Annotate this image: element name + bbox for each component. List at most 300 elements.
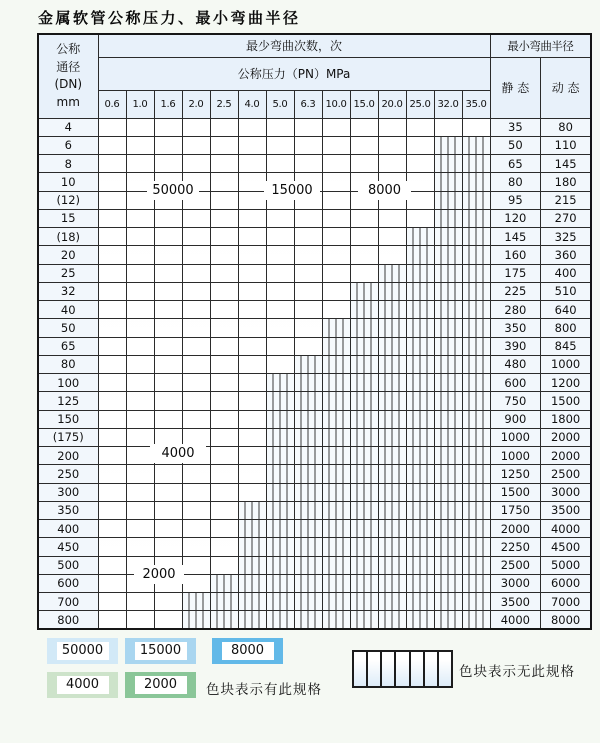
table-row <box>38 136 591 154</box>
grid-cell <box>434 337 462 355</box>
grid-cell <box>98 483 126 501</box>
grid-cell <box>98 209 126 227</box>
cycles-header-cell: 最少弯曲次数，次 <box>98 34 490 57</box>
grid-cell <box>322 410 350 428</box>
grid-cell <box>378 501 406 519</box>
grid-cell <box>154 374 182 392</box>
region-label-4000: 4000 <box>150 444 206 463</box>
grid-cell <box>322 155 350 173</box>
pressure-tick: 4.0 <box>238 90 266 118</box>
dynamic-value-cell: 1800 <box>541 410 592 428</box>
dn-header-cell <box>38 34 98 118</box>
grid-cell <box>98 355 126 373</box>
legend-swatch-4000 <box>47 672 118 698</box>
pressure-tick: 15.0 <box>350 90 378 118</box>
grid-cell <box>434 538 462 556</box>
grid-cell <box>294 410 322 428</box>
grid-cell <box>126 593 154 611</box>
grid-cell <box>462 337 490 355</box>
dn-cell: 300 <box>38 483 98 501</box>
grid-cell <box>350 374 378 392</box>
legend-label-15000: 15000 <box>135 642 187 660</box>
dn-cell: 25 <box>38 264 98 282</box>
static-value-cell: 750 <box>490 392 541 410</box>
static-value-cell: 225 <box>490 282 541 300</box>
grid-cell <box>462 574 490 592</box>
grid-cell <box>322 574 350 592</box>
grid-cell <box>266 556 294 574</box>
legend-swatch-50000 <box>47 638 118 664</box>
static-value-cell: 350 <box>490 319 541 337</box>
grid-cell <box>406 155 434 173</box>
grid-cell <box>406 574 434 592</box>
table-row <box>38 246 591 264</box>
grid-cell <box>238 611 266 629</box>
static-value-cell: 1500 <box>490 483 541 501</box>
grid-cell <box>434 118 462 136</box>
grid-cell <box>210 355 238 373</box>
grid-cell <box>462 392 490 410</box>
grid-cell <box>434 574 462 592</box>
pressure-tick: 1.6 <box>154 90 182 118</box>
dynamic-value-cell: 110 <box>541 136 592 154</box>
grid-cell <box>210 301 238 319</box>
grid-cell <box>462 173 490 191</box>
grid-cell <box>350 355 378 373</box>
static-value-cell: 145 <box>490 228 541 246</box>
grid-cell <box>182 209 210 227</box>
grid-cell <box>182 520 210 538</box>
grid-cell <box>266 465 294 483</box>
header-row-2 <box>38 57 591 90</box>
grid-cell <box>266 282 294 300</box>
legend-no-spec-note: 色块表示无此规格 <box>459 664 575 680</box>
grid-cell <box>98 191 126 209</box>
grid-cell <box>126 520 154 538</box>
grid-cell <box>210 282 238 300</box>
no-spec-stripe <box>411 652 425 686</box>
grid-cell <box>238 428 266 446</box>
grid-cell <box>182 228 210 246</box>
grid-cell <box>462 136 490 154</box>
grid-cell <box>378 410 406 428</box>
grid-cell <box>350 556 378 574</box>
dn-cell: 65 <box>38 337 98 355</box>
grid-cell <box>266 611 294 629</box>
grid-cell <box>406 209 434 227</box>
grid-cell <box>266 501 294 519</box>
grid-cell <box>154 410 182 428</box>
static-value-cell: 3500 <box>490 593 541 611</box>
grid-cell <box>154 264 182 282</box>
dynamic-value-cell: 4500 <box>541 538 592 556</box>
grid-cell <box>350 483 378 501</box>
pressure-tick: 35.0 <box>462 90 490 118</box>
grid-cell <box>182 136 210 154</box>
table-row <box>38 483 591 501</box>
grid-cell <box>350 611 378 629</box>
table-row <box>38 209 591 227</box>
grid-cell <box>350 447 378 465</box>
grid-cell <box>266 483 294 501</box>
grid-cell <box>98 574 126 592</box>
grid-cell <box>378 593 406 611</box>
grid-cell <box>378 155 406 173</box>
grid-cell <box>126 465 154 483</box>
grid-cell <box>350 593 378 611</box>
grid-cell <box>406 264 434 282</box>
grid-cell <box>266 136 294 154</box>
no-spec-stripe <box>396 652 410 686</box>
grid-cell <box>266 118 294 136</box>
dynamic-value-cell: 2000 <box>541 447 592 465</box>
dn-cell: 150 <box>38 410 98 428</box>
grid-cell <box>182 410 210 428</box>
dn-cell: 40 <box>38 301 98 319</box>
grid-cell <box>350 209 378 227</box>
grid-cell <box>294 337 322 355</box>
grid-cell <box>154 611 182 629</box>
grid-cell <box>182 155 210 173</box>
dn-cell: 600 <box>38 574 98 592</box>
grid-cell <box>98 556 126 574</box>
dynamic-value-cell: 145 <box>541 155 592 173</box>
grid-cell <box>238 374 266 392</box>
grid-cell <box>182 301 210 319</box>
grid-cell <box>406 593 434 611</box>
grid-cell <box>182 465 210 483</box>
grid-cell <box>406 319 434 337</box>
table-row <box>38 155 591 173</box>
grid-cell <box>266 392 294 410</box>
grid-cell <box>210 155 238 173</box>
static-value-cell: 175 <box>490 264 541 282</box>
grid-cell <box>378 118 406 136</box>
dynamic-value-cell: 3000 <box>541 483 592 501</box>
dynamic-header-cell: 动 态 <box>541 57 592 118</box>
grid-cell <box>98 301 126 319</box>
legend-label-8000: 8000 <box>222 642 274 660</box>
grid-cell <box>350 392 378 410</box>
dynamic-value-cell: 5000 <box>541 556 592 574</box>
grid-cell <box>406 520 434 538</box>
dynamic-value-cell: 800 <box>541 319 592 337</box>
grid-cell <box>182 501 210 519</box>
grid-cell <box>98 447 126 465</box>
grid-cell <box>322 556 350 574</box>
grid-cell <box>294 501 322 519</box>
static-value-cell: 2500 <box>490 556 541 574</box>
static-value-cell: 1000 <box>490 447 541 465</box>
grid-cell <box>154 538 182 556</box>
grid-cell <box>294 574 322 592</box>
dn-cell: 250 <box>38 465 98 483</box>
grid-cell <box>434 501 462 519</box>
grid-cell <box>126 538 154 556</box>
static-value-cell: 3000 <box>490 574 541 592</box>
dynamic-value-cell: 845 <box>541 337 592 355</box>
static-value-cell: 900 <box>490 410 541 428</box>
table-row <box>38 593 591 611</box>
grid-cell <box>182 246 210 264</box>
dynamic-value-cell: 4000 <box>541 520 592 538</box>
grid-cell <box>462 593 490 611</box>
grid-cell <box>154 355 182 373</box>
grid-cell <box>434 136 462 154</box>
grid-cell <box>322 392 350 410</box>
grid-cell <box>434 228 462 246</box>
grid-cell <box>238 191 266 209</box>
grid-cell <box>98 611 126 629</box>
grid-cell <box>434 209 462 227</box>
grid-cell <box>434 319 462 337</box>
grid-cell <box>350 301 378 319</box>
grid-cell <box>182 337 210 355</box>
grid-cell <box>210 228 238 246</box>
grid-cell <box>406 428 434 446</box>
grid-cell <box>182 319 210 337</box>
grid-cell <box>294 465 322 483</box>
grid-cell <box>378 136 406 154</box>
dynamic-value-cell: 7000 <box>541 593 592 611</box>
grid-cell <box>210 556 238 574</box>
grid-cell <box>154 319 182 337</box>
grid-cell <box>462 191 490 209</box>
grid-cell <box>98 264 126 282</box>
grid-cell <box>238 246 266 264</box>
grid-cell <box>378 611 406 629</box>
dn-cell: (18) <box>38 228 98 246</box>
grid-cell <box>322 483 350 501</box>
grid-cell <box>350 319 378 337</box>
grid-cell <box>462 301 490 319</box>
grid-cell <box>406 392 434 410</box>
grid-cell <box>406 410 434 428</box>
grid-cell <box>350 136 378 154</box>
legend-has-spec-note: 色块表示有此规格 <box>206 682 322 698</box>
grid-cell <box>238 136 266 154</box>
grid-cell <box>182 538 210 556</box>
grid-cell <box>210 392 238 410</box>
grid-cell <box>378 483 406 501</box>
grid-cell <box>322 538 350 556</box>
grid-cell <box>322 209 350 227</box>
grid-cell <box>154 501 182 519</box>
spec-table <box>37 33 592 630</box>
grid-cell <box>98 337 126 355</box>
pressure-tick: 32.0 <box>434 90 462 118</box>
grid-cell <box>182 556 210 574</box>
grid-cell <box>126 337 154 355</box>
dynamic-value-cell: 3500 <box>541 501 592 519</box>
grid-cell <box>182 355 210 373</box>
dn-cell: 10 <box>38 173 98 191</box>
grid-cell <box>294 538 322 556</box>
grid-cell <box>98 228 126 246</box>
table-row <box>38 319 591 337</box>
grid-cell <box>406 501 434 519</box>
grid-cell <box>462 282 490 300</box>
grid-cell <box>126 209 154 227</box>
grid-cell <box>406 228 434 246</box>
grid-cell <box>266 264 294 282</box>
table-row <box>38 264 591 282</box>
dn-cell: 400 <box>38 520 98 538</box>
static-value-cell: 1250 <box>490 465 541 483</box>
grid-cell <box>462 319 490 337</box>
table-row <box>38 374 591 392</box>
grid-cell <box>378 428 406 446</box>
grid-cell <box>350 155 378 173</box>
grid-cell <box>294 520 322 538</box>
grid-cell <box>182 483 210 501</box>
grid-cell <box>406 447 434 465</box>
grid-cell <box>210 209 238 227</box>
grid-cell <box>406 483 434 501</box>
grid-cell <box>154 246 182 264</box>
grid-cell <box>126 301 154 319</box>
static-value-cell: 65 <box>490 155 541 173</box>
grid-cell <box>462 228 490 246</box>
grid-cell <box>154 118 182 136</box>
grid-cell <box>406 337 434 355</box>
grid-cell <box>350 428 378 446</box>
table-row <box>38 282 591 300</box>
grid-cell <box>462 428 490 446</box>
table-row <box>38 501 591 519</box>
grid-cell <box>210 410 238 428</box>
grid-cell <box>322 136 350 154</box>
grid-cell <box>182 118 210 136</box>
grid-cell <box>266 246 294 264</box>
dn-header-line: (DN) <box>54 77 83 92</box>
grid-cell <box>238 483 266 501</box>
grid-cell <box>462 155 490 173</box>
grid-cell <box>154 392 182 410</box>
table-row <box>38 465 591 483</box>
grid-cell <box>266 337 294 355</box>
grid-cell <box>350 282 378 300</box>
grid-cell <box>98 501 126 519</box>
dynamic-value-cell: 1200 <box>541 374 592 392</box>
grid-cell <box>98 520 126 538</box>
radius-header-cell: 最小弯曲半径 <box>490 34 591 57</box>
grid-cell <box>294 155 322 173</box>
grid-cell <box>294 447 322 465</box>
no-spec-stripe <box>368 652 382 686</box>
region-label-8000: 8000 <box>358 181 411 200</box>
grid-cell <box>406 118 434 136</box>
table-row <box>38 392 591 410</box>
grid-cell <box>378 337 406 355</box>
grid-cell <box>210 118 238 136</box>
grid-cell <box>238 118 266 136</box>
grid-cell <box>322 118 350 136</box>
grid-cell <box>210 136 238 154</box>
dynamic-value-cell: 1500 <box>541 392 592 410</box>
grid-cell <box>322 611 350 629</box>
grid-cell <box>462 447 490 465</box>
grid-cell <box>98 538 126 556</box>
grid-cell <box>350 118 378 136</box>
grid-cell <box>434 173 462 191</box>
grid-cell <box>462 246 490 264</box>
grid-cell <box>406 611 434 629</box>
grid-cell <box>322 374 350 392</box>
grid-cell <box>434 428 462 446</box>
table-row <box>38 520 591 538</box>
grid-cell <box>126 136 154 154</box>
grid-cell <box>294 246 322 264</box>
grid-cell <box>294 301 322 319</box>
grid-cell <box>406 538 434 556</box>
no-spec-stripe <box>382 652 396 686</box>
grid-cell <box>238 282 266 300</box>
grid-cell <box>238 301 266 319</box>
grid-cell <box>182 593 210 611</box>
grid-cell <box>462 465 490 483</box>
grid-cell <box>350 574 378 592</box>
grid-cell <box>126 611 154 629</box>
grid-cell <box>154 282 182 300</box>
table-row <box>38 428 591 446</box>
grid-cell <box>406 556 434 574</box>
grid-cell <box>294 355 322 373</box>
table-row <box>38 118 591 136</box>
grid-cell <box>462 520 490 538</box>
grid-cell <box>238 447 266 465</box>
grid-cell <box>154 483 182 501</box>
grid-cell <box>154 228 182 246</box>
grid-cell <box>238 209 266 227</box>
grid-cell <box>294 264 322 282</box>
grid-cell <box>294 209 322 227</box>
grid-cell <box>266 538 294 556</box>
dn-cell: 450 <box>38 538 98 556</box>
dn-header-line: 通径 <box>56 59 81 74</box>
grid-cell <box>434 611 462 629</box>
grid-cell <box>98 428 126 446</box>
grid-cell <box>238 392 266 410</box>
legend-label-50000: 50000 <box>57 642 109 660</box>
grid-cell <box>210 611 238 629</box>
grid-cell <box>266 447 294 465</box>
grid-cell <box>434 246 462 264</box>
dynamic-value-cell: 6000 <box>541 574 592 592</box>
static-value-cell: 4000 <box>490 611 541 629</box>
grid-cell <box>98 392 126 410</box>
grid-cell <box>210 319 238 337</box>
dynamic-value-cell: 510 <box>541 282 592 300</box>
grid-cell <box>266 593 294 611</box>
grid-cell <box>378 465 406 483</box>
pressure-tick: 0.6 <box>98 90 126 118</box>
grid-cell <box>266 355 294 373</box>
grid-cell <box>322 593 350 611</box>
static-value-cell: 2000 <box>490 520 541 538</box>
pressure-tick: 2.5 <box>210 90 238 118</box>
grid-cell <box>294 428 322 446</box>
grid-cell <box>238 173 266 191</box>
grid-cell <box>154 209 182 227</box>
grid-cell <box>126 264 154 282</box>
grid-cell <box>266 301 294 319</box>
grid-cell <box>462 538 490 556</box>
grid-cell <box>378 374 406 392</box>
grid-cell <box>322 319 350 337</box>
legend-swatch-15000 <box>125 638 196 664</box>
grid-cell <box>322 465 350 483</box>
